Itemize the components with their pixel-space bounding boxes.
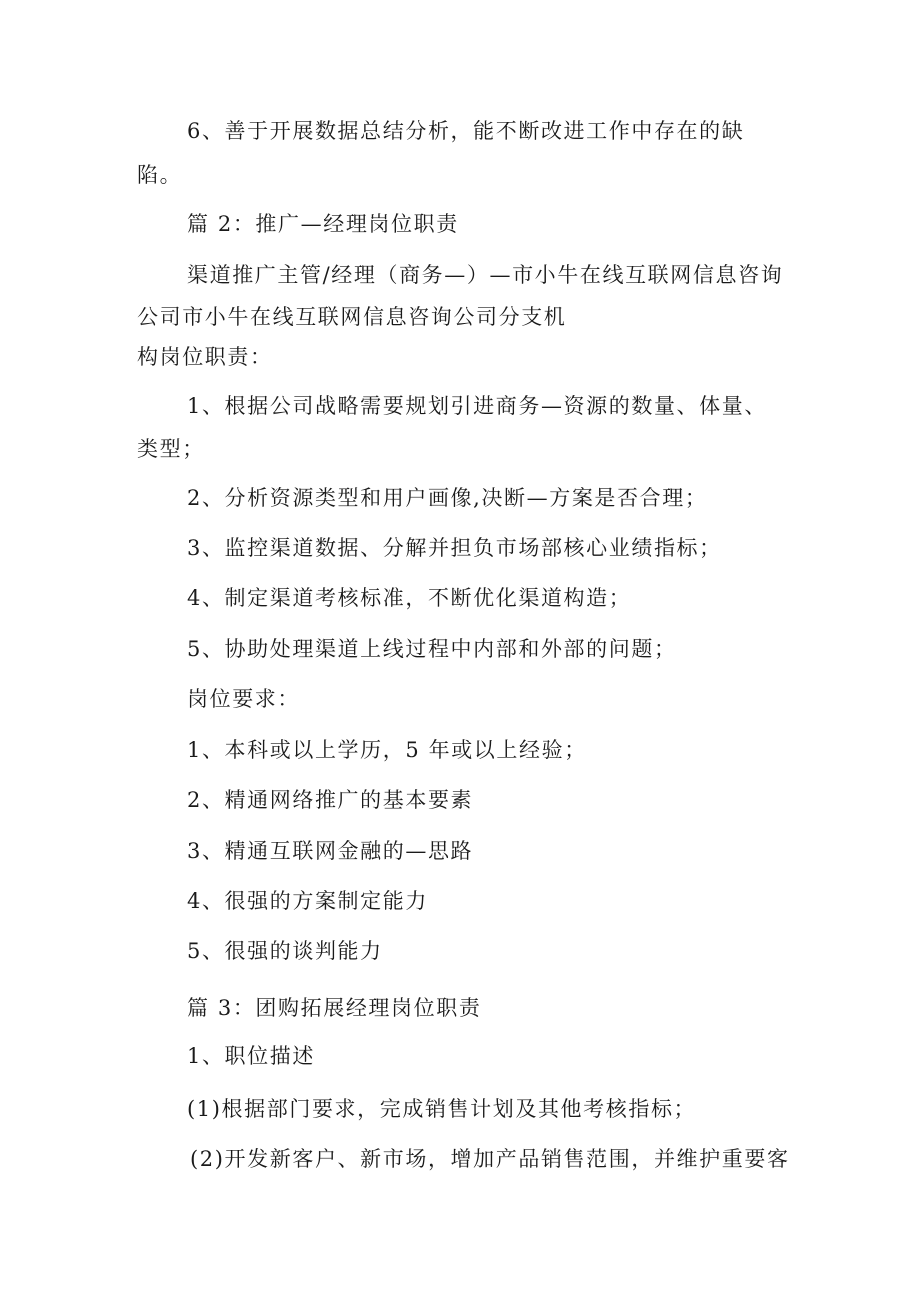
- list-item: 3、精通互联网金融的—思路: [187, 839, 474, 863]
- list-item: (1)根据部门要求，完成销售计划及其他考核指标；: [187, 1097, 697, 1121]
- paragraph-line: 公司市小牛在线互联网信息咨询公司分支机: [137, 305, 567, 329]
- paragraph-line: 陷。: [137, 163, 183, 187]
- list-item: 4、很强的方案制定能力: [187, 889, 428, 913]
- list-item: 5、协助处理渠道上线过程中内部和外部的问题；: [187, 637, 677, 661]
- list-item: 1、本科或以上学历，5 年或以上经验；: [187, 738, 587, 762]
- subsection-heading: 1、职位描述: [187, 1044, 315, 1068]
- list-item: 2、精通网络推广的基本要素: [187, 788, 474, 812]
- list-item-continuation: 类型；: [137, 437, 205, 461]
- paragraph-line: 构岗位职责：: [137, 345, 273, 369]
- list-item: (2)开发新客户、新市场，增加产品销售范围，并维护重要客: [190, 1147, 790, 1171]
- paragraph-line: 6、善于开展数据总结分析，能不断改进工作中存在的缺: [187, 119, 745, 143]
- list-item: 2、分析资源类型和用户画像,决断—方案是否合理；: [187, 486, 708, 510]
- list-item: 4、制定渠道考核标准，不断优化渠道构造；: [187, 586, 632, 610]
- section-heading: 篇 2：推广—经理岗位职责: [187, 212, 459, 236]
- list-item: 3、监控渠道数据、分解并担负市场部核心业绩指标；: [187, 536, 722, 560]
- paragraph-line: 渠道推广主管/经理（商务—）—市小牛在线互联网信息咨询: [187, 263, 784, 287]
- list-item: 1、根据公司战略需要规划引进商务—资源的数量、体量、: [187, 394, 767, 418]
- list-item: 5、很强的谈判能力: [187, 939, 383, 963]
- section-label: 岗位要求：: [187, 687, 300, 711]
- section-heading: 篇 3：团购拓展经理岗位职责: [187, 996, 482, 1020]
